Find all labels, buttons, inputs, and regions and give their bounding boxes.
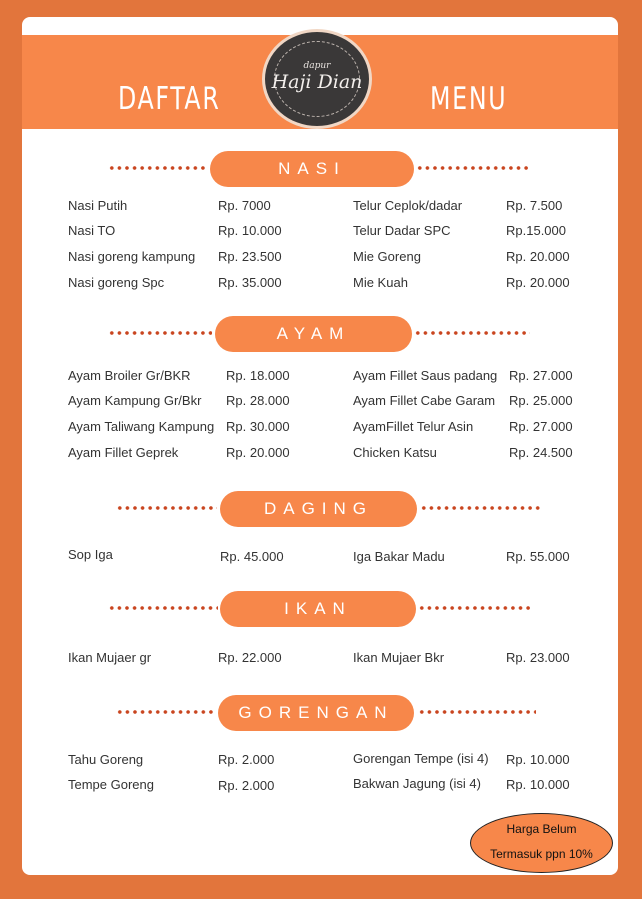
menu-item-name: Tempe Goreng: [68, 777, 154, 792]
menu-item-name: Nasi goreng kampung: [68, 249, 196, 264]
logo-small-text: dapur: [303, 61, 331, 71]
dots-right: [416, 166, 530, 170]
menu-item-name: Mie Goreng: [353, 249, 421, 264]
menu-item-price: Rp. 22.000: [218, 650, 282, 665]
dots-left: [116, 506, 217, 510]
header-right-word: MENU: [430, 81, 508, 117]
menu-item-name: Bakwan Jagung (isi 4): [353, 776, 481, 791]
section-pill-gorengan: GORENGAN: [218, 695, 414, 731]
tax-note-badge: [470, 813, 613, 873]
menu-item-name: Telur Dadar SPC: [353, 223, 451, 238]
menu-item-price: Rp. 2.000: [218, 752, 275, 767]
menu-item-name: Ayam Kampung Gr/Bkr: [68, 393, 202, 408]
menu-item-name: Iga Bakar Madu: [353, 549, 445, 564]
menu-item-price: Rp. 20.000: [506, 275, 570, 290]
menu-item-name: Ayam Fillet Saus padang: [353, 368, 498, 383]
menu-item-price: Rp. 10.000: [506, 777, 570, 792]
tax-note-line2: Termasuk ppn 10%: [490, 847, 593, 861]
menu-item-name: Ayam Taliwang Kampung: [68, 419, 215, 434]
dots-left: [108, 606, 218, 610]
section-pill-ayam: AYAM: [215, 316, 412, 352]
dots-left: [108, 331, 212, 335]
menu-item-price: Rp. 24.500: [509, 445, 573, 460]
logo-name: Haji Dian: [271, 71, 363, 93]
section-pill-nasi: NASI: [210, 151, 414, 187]
menu-item-price: Rp. 10.000: [218, 223, 282, 238]
header-left-word: DAFTAR: [118, 81, 221, 117]
menu-item-price: Rp. 23.000: [506, 650, 570, 665]
menu-item-price: Rp. 35.000: [218, 275, 282, 290]
menu-item-price: Rp. 18.000: [226, 368, 290, 383]
dots-right: [418, 710, 536, 714]
menu-item-price: Rp. 10.000: [506, 752, 570, 767]
menu-item-name: Tahu Goreng: [68, 752, 144, 767]
menu-item-name: Chicken Katsu: [353, 445, 437, 460]
menu-item-price: Rp. 45.000: [220, 549, 284, 564]
menu-item-name: Nasi TO: [68, 223, 116, 238]
menu-item-price: Rp. 7000: [218, 198, 271, 213]
menu-item-name: Ayam Broiler Gr/BKR: [68, 368, 191, 383]
menu-item-price: Rp. 20.000: [226, 445, 290, 460]
menu-item-name: Ayam Fillet Cabe Garam: [353, 393, 496, 408]
menu-item-price: Rp. 30.000: [226, 419, 290, 434]
menu-item-price: Rp. 55.000: [506, 549, 570, 564]
brand-logo: [262, 29, 372, 129]
menu-item-name: Nasi Putih: [68, 198, 128, 213]
menu-item-price: Rp. 25.000: [509, 393, 573, 408]
menu-item-price: Rp. 20.000: [506, 249, 570, 264]
menu-item-name: Telur Ceplok/dadar: [353, 198, 463, 213]
menu-item-name: Sop Iga: [68, 547, 113, 562]
menu-item-price: Rp. 27.000: [509, 419, 573, 434]
tax-note-line1: Harga Belum: [506, 822, 577, 836]
dots-left: [108, 166, 208, 170]
dots-right: [418, 606, 530, 610]
section-pill-ikan: IKAN: [220, 591, 416, 627]
menu-item-name: Ikan Mujaer Bkr: [353, 650, 445, 665]
menu-item-price: Rp. 23.500: [218, 249, 282, 264]
menu-item-name: Nasi goreng Spc: [68, 275, 165, 290]
dots-right: [420, 506, 542, 510]
section-pill-daging: DAGING: [220, 491, 417, 527]
menu-item-name: Ikan Mujaer gr: [68, 650, 152, 665]
menu-item-price: Rp.15.000: [506, 223, 566, 238]
dots-right: [414, 331, 530, 335]
menu-item-price: Rp. 27.000: [509, 368, 573, 383]
dots-left: [116, 710, 216, 714]
menu-item-price: Rp. 7.500: [506, 198, 563, 213]
menu-item-price: Rp. 28.000: [226, 393, 290, 408]
menu-item-price: Rp. 2.000: [218, 778, 275, 793]
menu-item-name: Mie Kuah: [353, 275, 408, 290]
menu-item-name: Ayam Fillet Geprek: [68, 445, 179, 460]
menu-item-name: AyamFillet Telur Asin: [353, 419, 474, 434]
menu-item-name: Gorengan Tempe (isi 4): [353, 751, 489, 766]
